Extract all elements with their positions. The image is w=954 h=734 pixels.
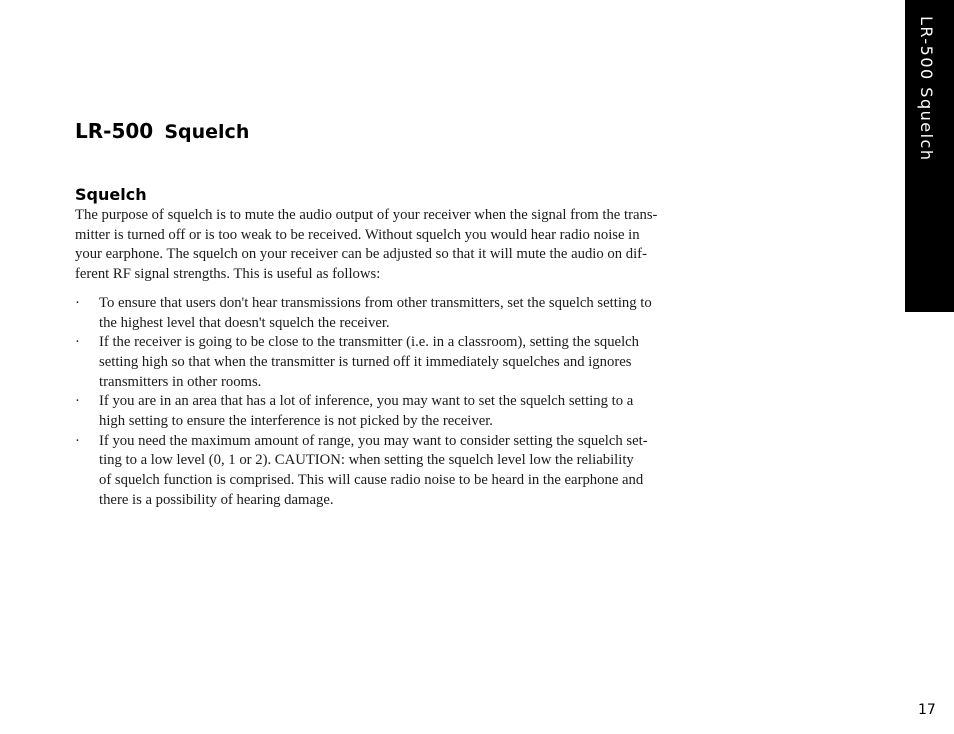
bullet-marker: · (75, 334, 80, 351)
intro-paragraph (75, 206, 745, 285)
bullet-item (75, 294, 745, 333)
bullet-marker: · (75, 393, 80, 410)
bullet-item (75, 392, 745, 431)
bullet-list (75, 294, 745, 511)
page-title (75, 108, 249, 146)
bullet-line: there is a possibility of hearing damage. (99, 491, 334, 508)
bullet-line: setting high so that when the transmitter is turned off it immediately squelches and ignores (99, 353, 632, 370)
page-number: 17 (918, 702, 936, 718)
bullet-line: high setting to ensure the interference is not picked by the receiver. (99, 413, 493, 430)
bullet-line: transmitters in other rooms. (99, 373, 262, 390)
intro-line: The purpose of squelch is to mute the audio output of your receiver when the signal from the trans- (75, 207, 658, 223)
bullet-marker: · (75, 432, 80, 449)
bullet-line: of squelch function is comprised. This will cause radio noise to be heard in the earphone and (99, 472, 644, 489)
section-heading: Squelch (75, 185, 147, 204)
bullet-line: the highest level that doesn't squelch the receiver. (99, 314, 390, 331)
bullet-line: ting to a low level (0, 1 or 2). CAUTION: when setting the squelch level low the reliability (99, 452, 634, 469)
bullet-marker: · (75, 294, 80, 311)
intro-line: mitter is turned off or is too weak to be received. Without squelch you would hear radio noise in (75, 226, 640, 243)
page-title-topic: Squelch (164, 121, 250, 143)
bullet-line: To ensure that users don't hear transmissions from other transmitters, set the squelch setting to (99, 294, 652, 311)
side-tab-label: LR-500 Squelch (917, 16, 936, 162)
body-text (75, 206, 745, 511)
bullet-item (75, 432, 745, 511)
bullet-line: If you need the maximum amount of range, you may want to consider setting the squelch set- (99, 432, 648, 449)
side-tab (905, 0, 954, 312)
bullet-line: If you are in an area that has a lot of inference, you may want to set the squelch setting to a (99, 393, 634, 410)
intro-line: your earphone. The squelch on your receiver can be adjusted so that it will mute the audio on dif- (75, 246, 647, 263)
bullet-line: If the receiver is going to be close to the transmitter (i.e. in a classroom), setting the squelch (99, 334, 640, 351)
page-title-model: LR-500 (75, 119, 154, 143)
intro-line: ferent RF signal strengths. This is useful as follows: (75, 266, 381, 283)
bullet-item (75, 333, 745, 392)
